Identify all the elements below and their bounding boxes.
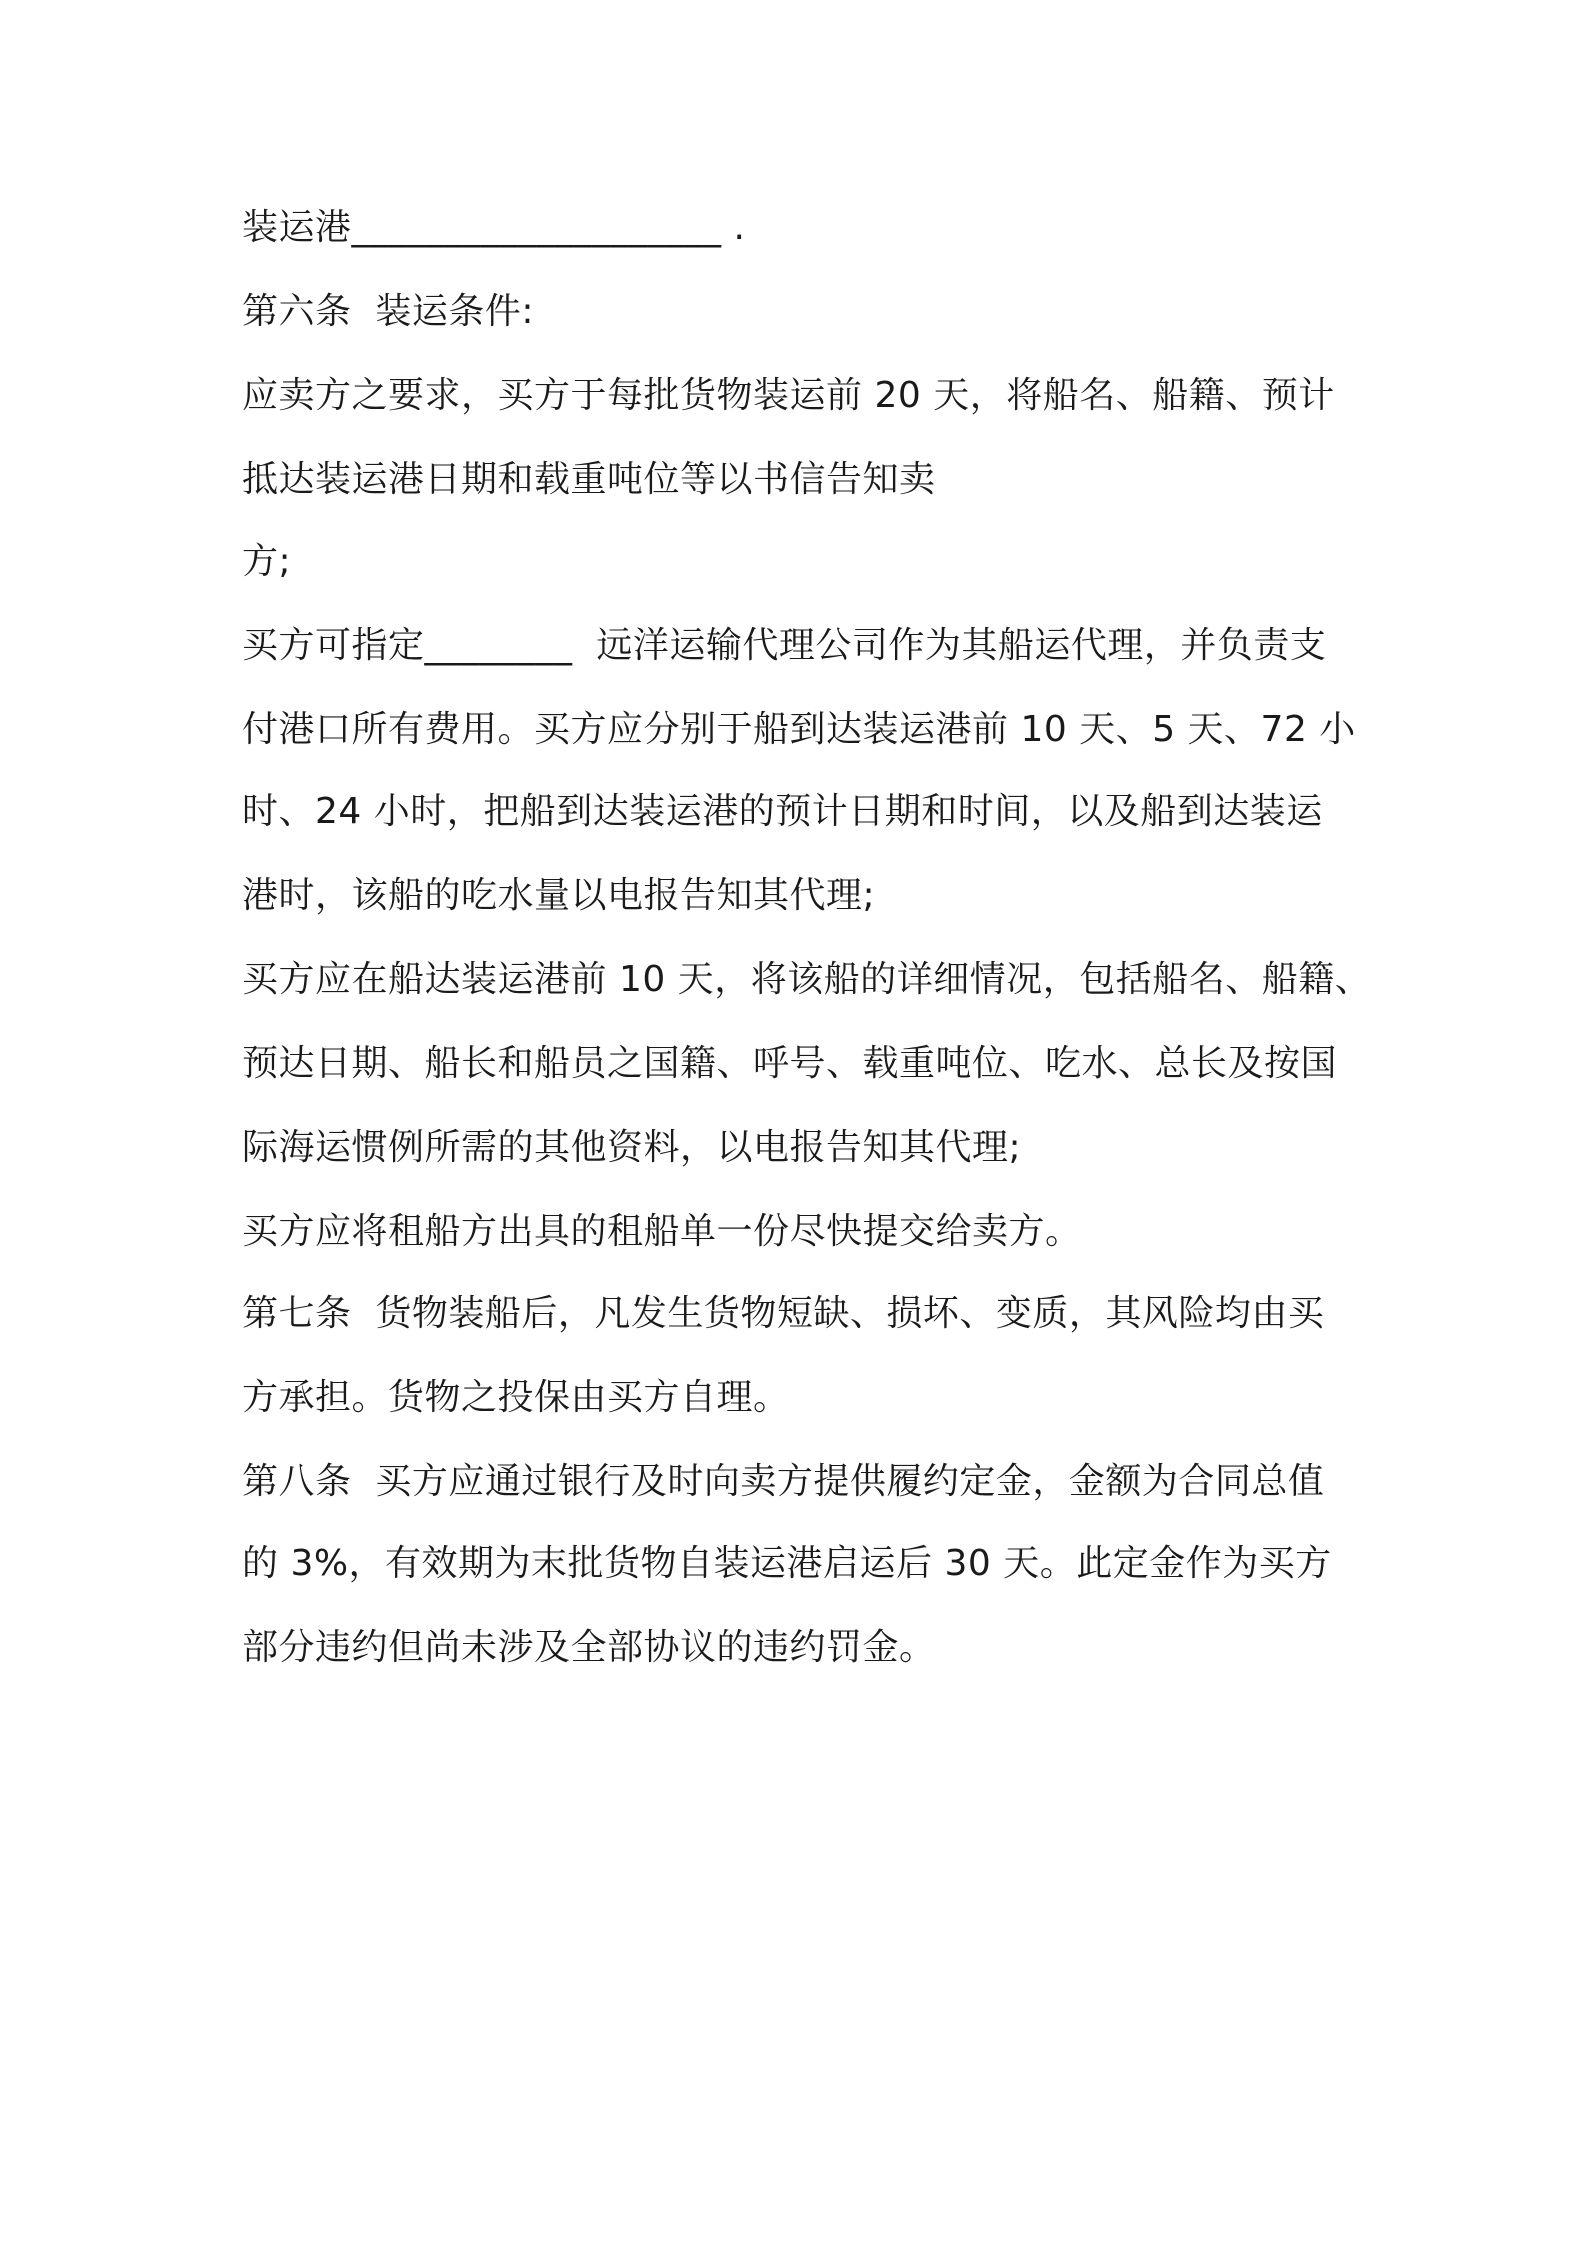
text-line: 买方可指定________ 远洋运输代理公司作为其船运代理，并负责支 xyxy=(242,625,1327,666)
text-line: 时、24 小时，把船到达装运港的预计日期和时间，以及船到达装运 xyxy=(242,791,1323,832)
text-line: 抵达装运港日期和载重吨位等以书信告知卖 xyxy=(242,459,936,500)
text-line: 方承担。货物之投保由买方自理。 xyxy=(242,1377,790,1418)
text-line: 的 3%，有效期为末批货物自装运港启运后 30 天。此定金作为买方 xyxy=(242,1543,1332,1584)
text-line: 买方应在船达装运港前 10 天，将该船的详细情况，包括船名、船籍、 xyxy=(242,959,1372,1000)
text-line: 买方应将租船方出具的租船单一份尽快提交给卖方。 xyxy=(242,1211,1082,1252)
text-line: 装运港____________________ . xyxy=(242,207,746,248)
text-line: 部分违约但尚未涉及全部协议的违约罚金。 xyxy=(242,1627,936,1668)
text-line: 港时，该船的吃水量以电报告知其代理; xyxy=(242,875,876,916)
article-heading: 第八条 买方应通过银行及时向卖方提供履约定金，金额为合同总值 xyxy=(242,1461,1325,1502)
text-line: 付港口所有费用。买方应分别于船到达装运港前 10 天、5 天、72 小 xyxy=(242,709,1356,750)
text-line: 方; xyxy=(242,541,292,582)
article-heading: 第七条 货物装船后，凡发生货物短缺、损坏、变质，其风险均由买 xyxy=(242,1293,1325,1334)
text-line: 应卖方之要求，买方于每批货物装运前 20 天，将船名、船籍、预计 xyxy=(242,375,1335,416)
text-line: 预达日期、船长和船员之国籍、呼号、载重吨位、吃水、总长及按国 xyxy=(242,1043,1338,1084)
text-line: 际海运惯例所需的其他资料，以电报告知其代理; xyxy=(242,1127,1022,1168)
article-heading: 第六条 装运条件: xyxy=(242,291,535,332)
